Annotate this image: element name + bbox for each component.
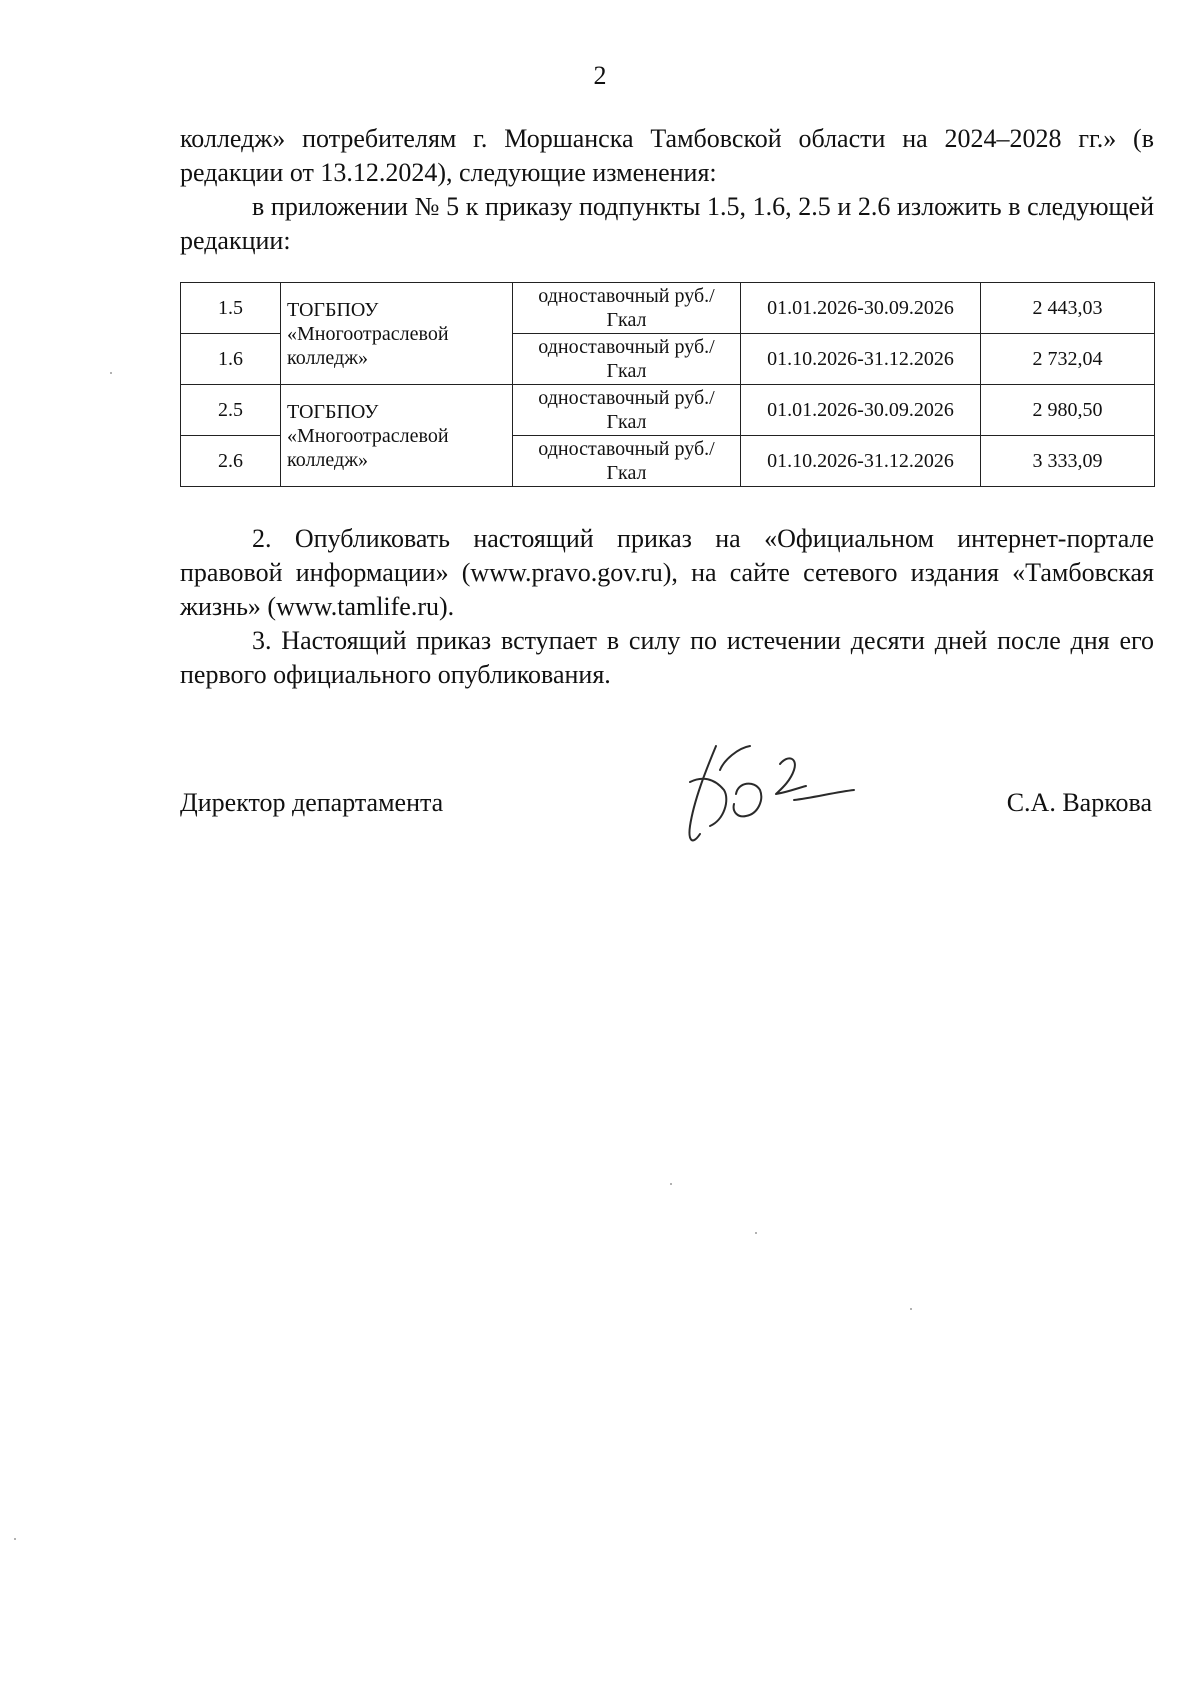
tariff-type-cell: одноставочный руб./Гкал [513,283,741,334]
period-cell: 01.01.2026-30.09.2026 [741,283,981,334]
tariff-table [180,282,1155,487]
signatory-name: С.А. Варкова [1006,788,1152,817]
closing-text [180,522,1154,692]
table-row [181,283,1155,334]
tariff-value-cell: 2 443,03 [981,283,1155,334]
row-number-cell: 1.5 [181,283,281,334]
signatory-position: Директор департамента [180,788,444,817]
organization-cell: ТОГБПОУ «Многоотраслевой колледж» [281,385,513,487]
period-cell: 01.01.2026-30.09.2026 [741,385,981,436]
row-number-cell: 1.6 [181,334,281,385]
period-cell: 01.10.2026-31.12.2026 [741,436,981,487]
tariff-value-cell: 3 333,09 [981,436,1155,487]
effective-date-clause: 3. Настоящий приказ вступает в силу по истечении десяти дней после дня его первого официального опубликования. [180,626,1154,689]
intro-text [180,122,1154,258]
tariff-type-cell: одноставочный руб./Гкал [513,385,741,436]
row-number-cell: 2.6 [181,436,281,487]
tariff-type-cell: одноставочный руб./Гкал [513,334,741,385]
tariff-value-cell: 2 732,04 [981,334,1155,385]
scan-speck [670,1183,672,1185]
scan-speck [14,1538,16,1540]
period-cell: 01.10.2026-31.12.2026 [741,334,981,385]
scan-speck [910,1308,912,1310]
publication-clause: 2. Опубликовать настоящий приказ на «Официальном интернет-портале правовой информации» (www.pravo.gov.ru), на сайте сетевого издания «Тамбовская жизнь» (www.tamlife.ru). [180,524,1154,621]
intro-paragraph-amendment: в приложении № 5 к приказу подпункты 1.5, 1.6, 2.5 и 2.6 изложить в следующей редакции: [180,192,1154,255]
organization-cell: ТОГБПОУ «Многоотраслевой колледж» [281,283,513,385]
scan-speck [755,1232,757,1234]
table-row [181,385,1155,436]
row-number-cell: 2.5 [181,385,281,436]
intro-paragraph-continuation: колледж» потребителям г. Моршанска Тамбовской области на 2024–2028 гг.» (в редакции от 13.12.2024), следующие изменения: [180,124,1154,187]
tariff-value-cell: 2 980,50 [981,385,1155,436]
tariff-type-cell: одноставочный руб./Гкал [513,436,741,487]
page-number: 2 [593,61,607,90]
handwritten-signature [680,730,860,850]
scan-speck [110,372,112,374]
